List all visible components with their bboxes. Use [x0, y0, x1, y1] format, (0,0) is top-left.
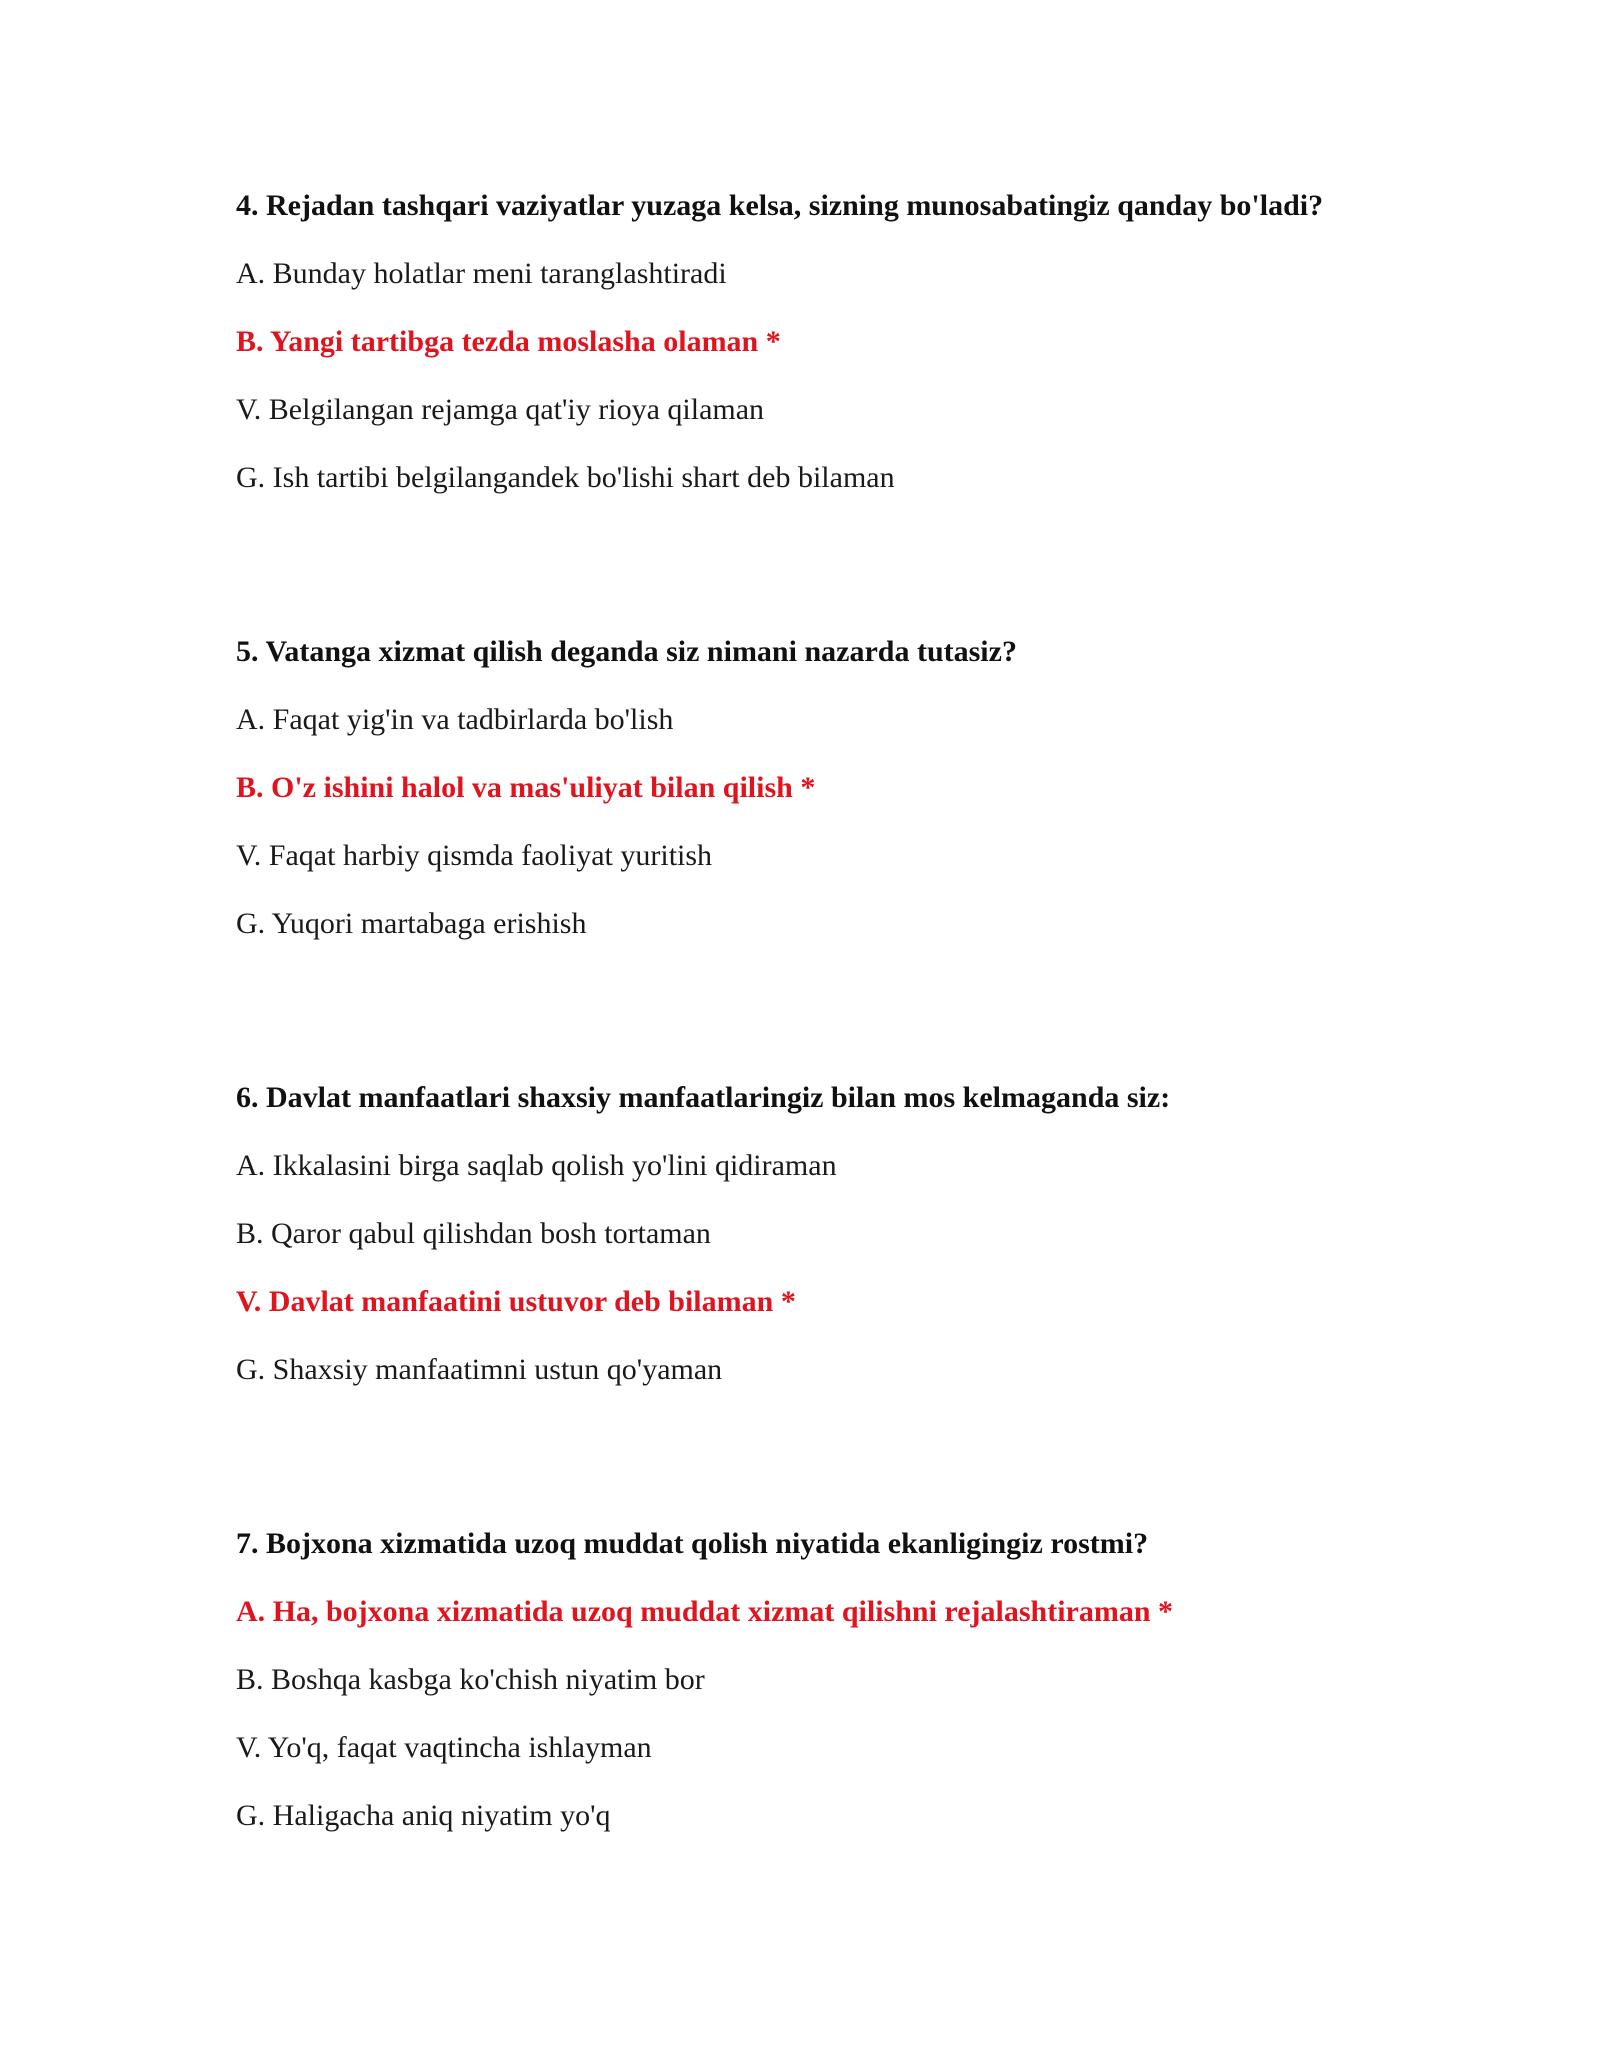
answer-option-correct: B. O'z ishini halol va mas'uliyat bilan qilish *: [236, 771, 816, 804]
answer-option: G. Yuqori martabaga erishish: [236, 907, 587, 940]
answer-option: V. Belgilangan rejamga qat'iy rioya qilaman: [236, 393, 765, 426]
question-block-4: [236, 186, 1366, 498]
answer-option: G. Shaxsiy manfaatimni ustun qo'yaman: [236, 1353, 723, 1386]
answer-option-correct: B. Yangi tartibga tezda moslasha olaman *: [236, 325, 781, 358]
question-title: 4. Rejadan tashqari vaziyatlar yuzaga kelsa, sizning munosabatingiz qanday bo'ladi?: [236, 189, 1324, 222]
answer-option: G. Ish tartibi belgilangandek bo'lishi shart deb bilaman: [236, 461, 895, 494]
question-block-7: [236, 1524, 1366, 1836]
question-title: 6. Davlat manfaatlari shaxsiy manfaatlaringiz bilan mos kelmaganda siz:: [236, 1081, 1171, 1114]
question-block-5: [236, 632, 1366, 944]
answer-option: B. Qaror qabul qilishdan bosh tortaman: [236, 1217, 711, 1250]
answer-option: V. Yo'q, faqat vaqtincha ishlayman: [236, 1731, 652, 1764]
answer-option: A. Ikkalasini birga saqlab qolish yo'lini qidiraman: [236, 1149, 837, 1182]
question-block-6: [236, 1078, 1366, 1390]
document-page: [236, 186, 1366, 1970]
question-title: 7. Bojxona xizmatida uzoq muddat qolish niyatida ekanligingiz rostmi?: [236, 1527, 1149, 1560]
answer-option: A. Bunday holatlar meni taranglashtiradi: [236, 257, 727, 290]
question-title: 5. Vatanga xizmat qilish deganda siz nimani nazarda tutasiz?: [236, 635, 1017, 668]
answer-option-correct: A. Ha, bojxona xizmatida uzoq muddat xizmat qilishni rejalashtiraman *: [236, 1595, 1174, 1628]
answer-option-correct: V. Davlat manfaatini ustuvor deb bilaman *: [236, 1285, 796, 1318]
answer-option: A. Faqat yig'in va tadbirlarda bo'lish: [236, 703, 674, 736]
answer-option: V. Faqat harbiy qismda faoliyat yuritish: [236, 839, 713, 872]
answer-option: G. Haligacha aniq niyatim yo'q: [236, 1799, 611, 1832]
answer-option: B. Boshqa kasbga ko'chish niyatim bor: [236, 1663, 705, 1696]
